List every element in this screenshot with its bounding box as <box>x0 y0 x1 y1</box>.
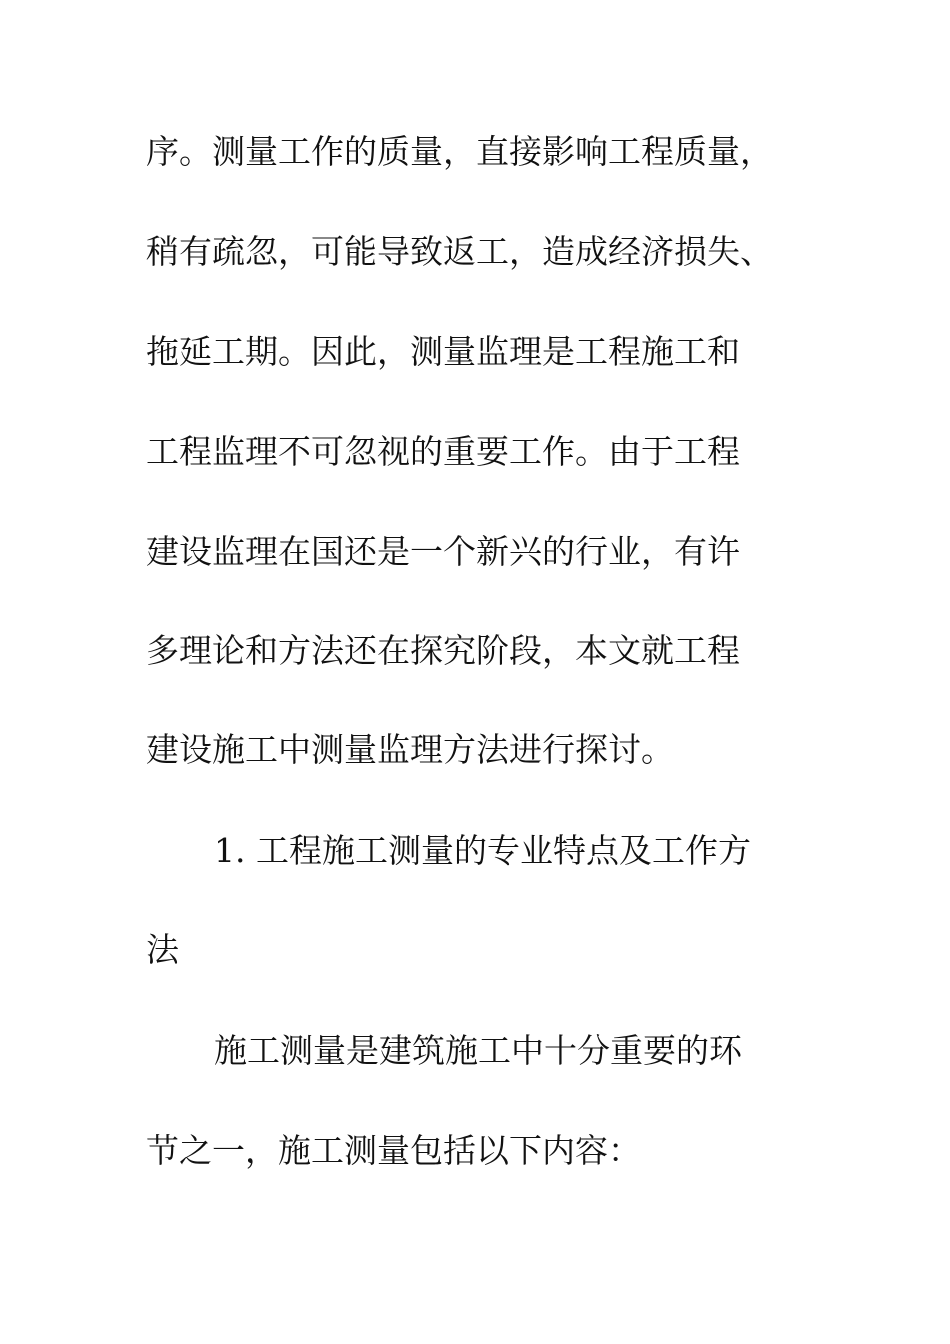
paragraph-line: 多理论和方法还在探究阶段，本文就工程 <box>146 631 740 670</box>
paragraph-line: 建设施工中测量监理方法进行探讨。 <box>146 730 674 769</box>
paragraph-line: 序。测量工作的质量，直接影响工程质量， <box>146 132 773 171</box>
paragraph-line: 节之一，施工测量包括以下内容： <box>146 1131 641 1170</box>
paragraph-line: 工程监理不可忽视的重要工作。由于工程 <box>146 432 740 471</box>
paragraph-line: 建设监理在国还是一个新兴的行业，有许 <box>146 532 740 571</box>
section-heading-continuation: 法 <box>146 930 179 969</box>
paragraph-line: 施工测量是建筑施工中十分重要的环 <box>214 1031 742 1070</box>
paragraph-line: 拖延工期。因此，测量监理是工程施工和 <box>146 332 740 371</box>
paragraph-line: 稍有疏忽，可能导致返工，造成经济损失、 <box>146 232 773 271</box>
section-heading: 1. 工程施工测量的专业特点及工作方 <box>214 831 751 870</box>
